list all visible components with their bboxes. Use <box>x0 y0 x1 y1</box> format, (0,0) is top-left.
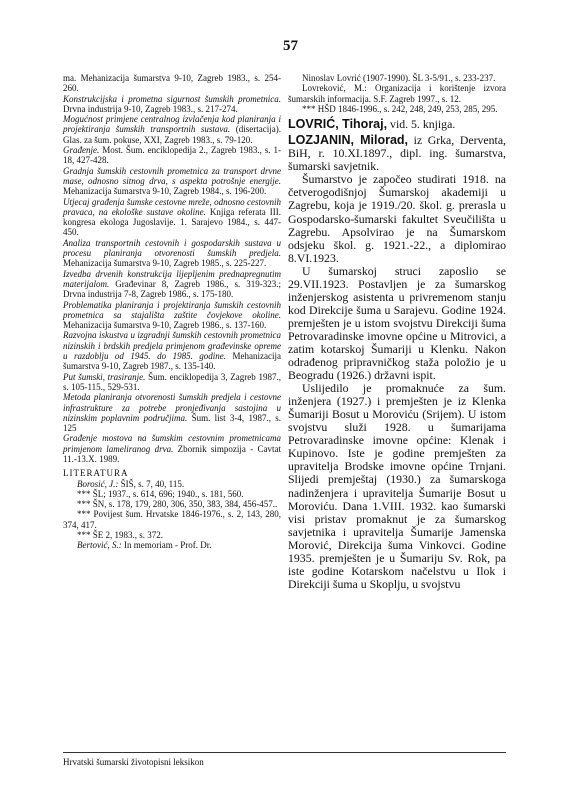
literature-list <box>63 479 281 551</box>
publication-source: Knjiga referata III. kongresa ekologa Jugoslavije. 1. Sarajevo 1984., s. 447-450. <box>63 206 281 238</box>
publication-source: Građevinar 8, Zagreb 1986., s. 319-323.; Drvna industrija 7-8, Zagreb 1986., s. 175-180. <box>63 278 281 300</box>
publication-entry <box>63 94 281 115</box>
literature-text: *** HŠD 1846-1996., s. 242, 248, 249, 253, 285, 295. <box>302 103 498 114</box>
publication-source: Most. Šum. enciklopedija 2., Zagreb 1983., s. 1-18, 427-428. <box>63 145 281 166</box>
page-number: 57 <box>283 38 298 54</box>
literature-text: Ninoslav Lovrić (1907-1990). ŠL 3-5/91., s. 233-237. <box>302 73 496 83</box>
publication-source: Mehanizacija šumarstva 9-10, Zagreb 1984., s. 196-200. <box>63 186 267 197</box>
entry-paragraph: Uslijedilo je promaknuće za šum. inženjera (1927.) i premješten je iz Klenka Šumariji Bosut u Moroviću (Srijem). U istom svojstvu služi 1928. u šumarijama Petrovaradinske imovne općine: Klenak i Kupinovo. Iste je godine premješten za upravitelja Brodske imovne općine Trnjani. Slijedi premještaj (1930.) za šumarskoga nadinženjera i upravitelja Šumarije Bosut u Moroviću. Dana 1.VIII. 1932. kao šumarski visi pristav promaknut je za šumarskog savjetnika i upravitelja Šumarije Jamenska Morović, Direkcija šuma Vinkovci. Godine 1935. premješten je u Šumariju Sv. Rok, pa iste godine Kotarskom načelstvu u Ilok i Direkciji šuma u Skoplju, u svojstvu <box>288 381 506 591</box>
publication-entry <box>63 114 281 145</box>
literature-entry <box>63 540 281 550</box>
publication-entry <box>63 392 281 433</box>
publication-title: Izvedba drvenih konstrukcija lijepljenim prednapregnutim materijalom. <box>63 268 281 289</box>
entry-intro: iz Grka, Derventa, BiH, r. 10.XI.1897., dipl. ing. šumarstva, šumarski savjetnik. <box>288 133 506 174</box>
literature-entry <box>63 479 281 489</box>
entry-paragraph: Šumarstvo je započeo studirati 1918. na četverogodišnjoj Šumarskoj akademiji u Zagrebu, koja je 1919./20. škol. g. prerasla u Gospodarsko-šumarski fakultet Sveučilišta u Zagrebu. Apsolvirao je na Šumarskom odsjeku škol. g. 1921.-22., a diplomirao 8.VI.1923. <box>288 172 506 265</box>
publication-entry <box>63 238 281 269</box>
publication-title: Metoda planiranja otvorenosti šumskih predjela i cestovne infrastrukture za potrebe pronjeđivanja sastojina u nizinskim poplavnim područjima. <box>63 392 281 423</box>
right-column <box>288 73 506 591</box>
footer-title: Hrvatski šumarski životopisni leksikon <box>63 757 204 767</box>
publication-title: Gradnja šumskih cestovnih prometnica za transport drvne mase, odnosno sitnog drva, s aspekta potrošnje energije. <box>63 165 281 186</box>
publication-source: Mehanizacija šumarstva 9-10, Zagreb 1987., s. 135-140. <box>63 351 281 372</box>
publication-list <box>63 73 281 464</box>
publication-source: Šum. enciklopedija 3, Zagreb 1987., s. 105-115., 529-531. <box>63 371 281 392</box>
footer-rule <box>63 752 506 753</box>
literature-entry <box>63 499 281 509</box>
literature-entry <box>63 489 281 499</box>
publication-entry <box>63 269 281 300</box>
publication-entry <box>63 145 281 166</box>
literature-author: Borosić, J.: <box>77 478 119 489</box>
publication-title: Građenje mostova na šumskim cestovnim prometnicama primjenom lameliranog drva. <box>63 433 281 454</box>
publication-source: Drvna industrija 9-10, Zagreb 1983., s. 217-274. <box>63 103 238 114</box>
publication-source: Mehanizacija šumarstva 9-10, Zagreb 1985., s. 225-227. <box>63 258 267 269</box>
publication-title: Konstrukcijska i prometna sigurnost šumskih prometnica. <box>63 93 281 104</box>
publication-title: Put šumski, trasiranje. <box>63 371 146 382</box>
publication-entry <box>63 433 281 464</box>
publication-entry <box>63 300 281 331</box>
publication-entry <box>63 197 281 238</box>
publication-entry <box>63 73 281 94</box>
publication-title: Analiza transportnih cestovnih i gospodarskih sustava u procesu planiranja otvorenosti šumskih predjela. <box>63 237 281 259</box>
publication-source: (disertacija). Glas. za šum. pokuse, XXI, Zagreb 1983., s. 79-120. <box>63 124 281 145</box>
literature-entry <box>288 73 506 83</box>
left-column <box>63 73 281 551</box>
publication-title: Mogućnost primjene centralnog izvlačenja kod planiranja i projektiranja šumskih transportnih sustava. <box>63 114 281 135</box>
publication-entry <box>63 330 281 371</box>
publication-source: Šum. list 3-4, 1987., s. 125 <box>63 412 281 434</box>
literature-entry <box>63 509 281 530</box>
publication-source: Mehanizacija šumarstva 9-10, Zagreb 1986., s. 137-160. <box>63 320 267 331</box>
entry-name: LOZJANIN, Milorad, <box>288 133 409 148</box>
publication-title: Problematika planiranja i projektiranja šumskih cestovnih prometnica sa stajališta zaštite čovjekove okoline. <box>63 299 281 320</box>
literature-heading: LITERATURA <box>63 468 129 479</box>
entry-lovric <box>288 118 506 131</box>
publication-text: ma. Mehanizacija šumarstva 9-10, Zagreb 1983., s. 254-260. <box>63 73 281 94</box>
publication-title: Razvojna iskustva u izgradnji šumskih cestovnih prometnica nizinskih i brdskih predjela primjenom građevinske opreme u razdoblju od 1945. do 1985. godine. <box>63 330 281 362</box>
entry-text: vid. 5. knjiga. <box>387 117 456 132</box>
publication-entry <box>63 372 281 393</box>
literature-text: ŠIŠ, s. 7, 40, 115. <box>118 478 185 489</box>
literature-text: *** ŠL; 1937., s. 614, 696; 1940., s. 181, 560. <box>77 488 244 499</box>
publication-entry <box>63 166 281 197</box>
literature-author: Bertović, S.: <box>77 540 122 551</box>
literature-text: *** ŠE 2, 1983., s. 372. <box>77 530 164 541</box>
entry-paragraph: U šumarskoj struci zaposlio se 29.VII.1923. Postavljen je za šumarskog inženjerskog asistenta u privremenom stanju kod Direkcije šuma u Sarajevu. Godine 1924. premješten je u istom svojstvu Direkciji šuma Petrovaradinske imovne općine u Mitrovici, a zatim kotarskoj Šumariji u Klenku. Nakon odrađenog pripravničkog staža položio je u Beogradu (1926.) državni ispit. <box>288 263 506 383</box>
entry-lozjanin-intro <box>288 134 506 173</box>
literature-text: *** Povijest šum. Hrvatske 1846-1976., s. 2, 143, 280, 374, 417. <box>63 509 281 530</box>
publication-source: Zbornik simpozija - Cavtat 11.-13.X. 1989. <box>63 443 281 464</box>
publication-title: Utjecaj građenja šumske cestovne mreže, odnosno cestovnih pravaca, na ekološke sustave okoline. <box>63 196 281 217</box>
publication-title: Građenje. <box>63 145 100 156</box>
entry-name: LOVRIĆ, Tihoraj, <box>288 117 388 132</box>
literature-entry <box>288 83 506 104</box>
literature-entry <box>63 530 281 540</box>
literature-text: *** ŠN, s. 178, 179, 280, 306, 350, 383, 384, 456-457.. <box>77 499 278 510</box>
literature-text: In memoriam - Prof. Dr. <box>121 540 212 551</box>
literature-text: Organizacija i korištenje izvora šumarskih informacija. S.F. Zagreb 1997., s. 12. <box>288 83 506 104</box>
literature-author: Lovreković, M.: <box>302 83 367 94</box>
literature-continuation <box>288 73 506 114</box>
literature-entry <box>288 104 506 114</box>
